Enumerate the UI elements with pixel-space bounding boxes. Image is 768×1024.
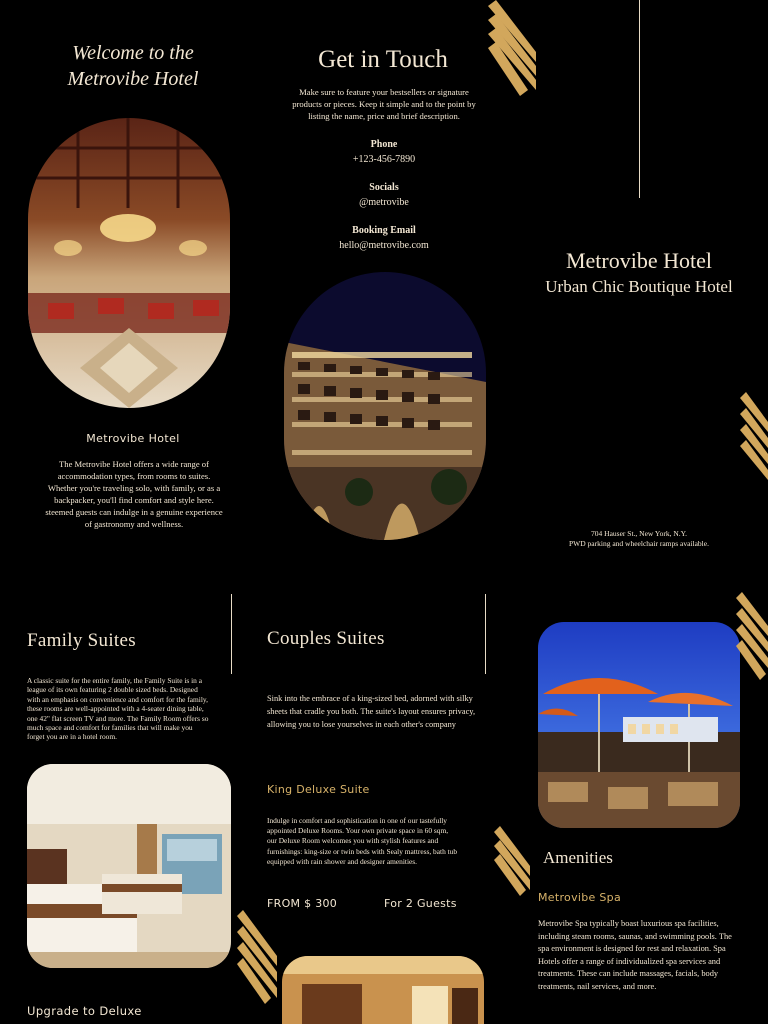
welcome-description: The Metrovibe Hotel offers a wide range of accommodation types, from rooms to suites. Whether you're traveling solo, with family, or as a backpacker, you'll find comfort and style here. steemed guests can indulge in a genuine experience of gastronomy and wellness. — [45, 459, 223, 529]
contact-title: Get in Touch — [318, 46, 448, 73]
suite-guests: For 2 Guests — [384, 897, 457, 910]
amenities-title: Amenities — [543, 848, 613, 867]
king-deluxe-suite-title: King Deluxe Suite — [267, 783, 370, 796]
socials-label: Socials — [369, 182, 399, 193]
deluxe-room-photo — [282, 956, 484, 1024]
gold-stripes-bottom-right — [736, 592, 768, 684]
suite-price: FROM $ 300 — [267, 897, 338, 910]
gold-stripes-right — [740, 388, 768, 490]
welcome-title — [20, 40, 246, 92]
gold-stripes-bottom-middle — [237, 910, 277, 1010]
welcome-title-line2: Metrovibe Hotel — [67, 68, 199, 90]
lobby-caption: Metrovibe Hotel — [86, 432, 180, 445]
lobby-photo — [28, 118, 230, 408]
welcome-title-line1: Welcome to the — [72, 42, 194, 64]
gold-stripes-top — [488, 0, 536, 98]
phone-value[interactable]: +123-456-7890 — [352, 154, 416, 165]
couples-left-line — [231, 594, 232, 674]
hotel-exterior-photo — [284, 272, 486, 540]
family-room-photo — [27, 764, 231, 968]
metrovibe-spa-title: Metrovibe Spa — [538, 891, 621, 904]
cover-address — [550, 529, 728, 549]
top-divider-line — [639, 0, 640, 198]
upgrade-to-deluxe: Upgrade to Deluxe — [27, 1004, 142, 1018]
cover-tagline: Urban Chic Boutique Hotel — [545, 277, 733, 296]
contact-intro: Make sure to feature your bestsellers or signature products or pieces. Keep it simple and to the point by listing the name, price and brief description. — [292, 87, 476, 121]
parking-line: PWD parking and wheelchair ramps available. — [569, 539, 709, 548]
cover-hotel-name: Metrovibe Hotel — [565, 248, 713, 273]
spa-description: Metrovibe Spa typically boast luxurious spa facilities, including steam rooms, saunas, and swimming pools. The spa environment is designed for rest and relaxation. Spa Hotels offer a range of individualized spa services and treatments. These can include massages, facials, body treatments, nail services, and more. — [538, 919, 732, 991]
family-suites-title: Family Suites — [27, 630, 136, 651]
rooftop-terrace-photo — [538, 622, 740, 828]
gold-stripes-amenities — [494, 826, 530, 898]
couples-suites-title: Couples Suites — [267, 628, 385, 649]
address-line: 704 Hauser St., New York, N.Y. — [591, 529, 687, 538]
email-label: Booking Email — [352, 225, 416, 236]
king-deluxe-suite-description: Indulge in comfort and sophistication in one of our tastefully appointed Deluxe Rooms. Your own private space in 60 sqm, our Deluxe Room welcomes you with stylish features and furnishings: king-size or twin beds with Sealy mattress, bath tub equipped with rain shower and designer amenities. — [267, 816, 458, 866]
phone-label: Phone — [370, 139, 398, 150]
email-value[interactable]: hello@metrovibe.com — [339, 240, 429, 251]
contact-details — [284, 137, 484, 253]
socials-value[interactable]: @metrovibe — [359, 197, 409, 208]
couples-suites-description: Sink into the embrace of a king-sized bed, adorned with silky sheets that cradle you both. The suite's layout ensures privacy, allowing you to lose yourselves in each other's company — [267, 694, 476, 729]
couples-right-line — [485, 594, 486, 674]
family-suites-description: A classic suite for the entire family, the Family Suite is in a league of its own featuring 2 double sized beds. Designed with an emphasis on convenience and comfort for the family, these rooms are well-appointed with a 4-seater dining table, one 42" flat screen TV and more. The Family Room offers so much space and comfort for families that will make you forget you are in a hotel room. — [27, 676, 209, 742]
